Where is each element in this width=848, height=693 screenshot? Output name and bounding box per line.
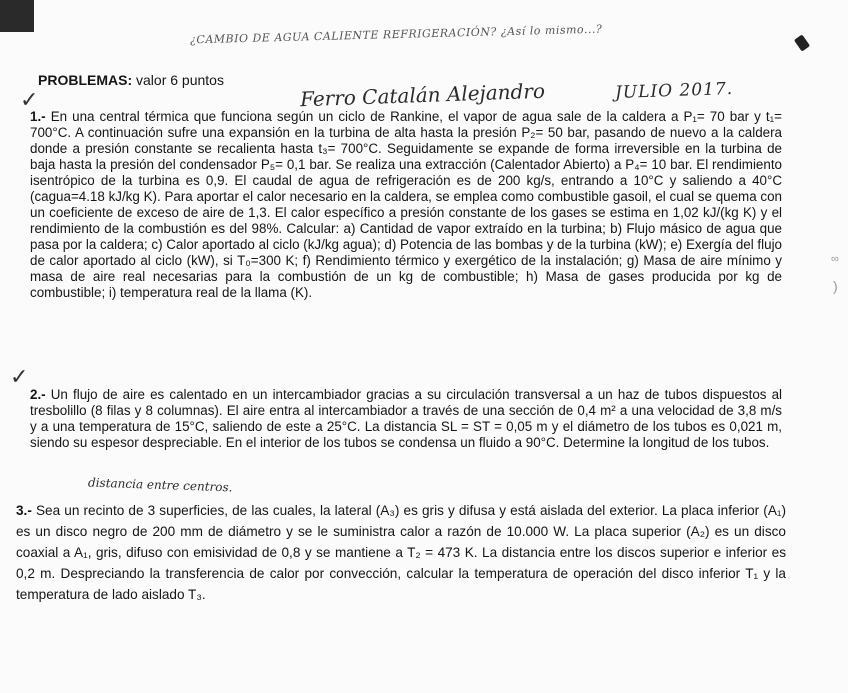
- problem-3: [16, 500, 786, 605]
- check-mark-icon: ✓: [10, 365, 29, 390]
- handwritten-date: JULIO 2017.: [614, 78, 734, 104]
- handwritten-problem2-note: distancia entre centros.: [87, 475, 233, 495]
- check-mark-icon: ✓: [20, 88, 39, 113]
- edge-mark: ): [833, 278, 838, 294]
- heading-subtitle: valor 6 puntos: [136, 72, 224, 88]
- handwritten-top-note: ¿CAMBIO DE AGUA CALIENTE REFRIGERACIÓN? ¿Así lo mismo...?: [189, 22, 603, 47]
- edge-mark: ∞: [831, 253, 839, 265]
- problems-heading: [38, 72, 224, 88]
- problem-number: 3.-: [16, 503, 32, 518]
- problem-text: Un flujo de aire es calentado en un intercambiador gracias a su circulación transversal a un haz de tubos dispuestos al tresbolillo (8 filas y 8 columnas). El aire entra al intercambiador a través de una sección de 0,4 m² a una velocidad de 3,8 m/s y a una temperatura de 15°C, saliendo de este a 25°C. La distancia SL = ST = 0,05 m y el diámetro de los tubos es 0,021 m, siendo su espesor despreciable. En el interior de los tubos se condensa un fluido a 90°C. Determine la longitud de los tubos.: [30, 387, 782, 450]
- heading-title: PROBLEMAS:: [38, 72, 133, 88]
- problem-number: 2.-: [30, 387, 46, 402]
- scan-corner-shadow: [0, 0, 34, 32]
- pen-mark-icon: [794, 34, 810, 51]
- problem-number: 1.-: [30, 109, 46, 124]
- problem-2: [30, 387, 782, 451]
- problem-1: [30, 109, 782, 301]
- handwritten-student-name: Ferro Catalán Alejandro: [299, 78, 546, 112]
- problem-text: En una central térmica que funciona según un ciclo de Rankine, el vapor de agua sale de la caldera a P₁= 70 bar y t₁= 700°C. A continuación sufre una expansión en la turbina de alta hasta la presión P₂= 50 bar, pasando de nuevo a la caldera donde a presión constante se recalienta hasta t₃= 700°C. Seguidamente se expande de forma irreversible en la turbina de baja hasta la presión del condensador P₅= 0,1 bar. Se realiza una extracción (Calentador Abierto) a P₄= 10 bar. El rendimiento isentrópico de la turbina es 0,9. El caudal de agua de refrigeración es de 200 kg/s, entrando a 10°C y saliendo a 40°C (cagua=4.18 kJ/kg K). Para aportar el calor necesario en la caldera, se emplea como combustible gasoil, el cual se quema con un coeficiente de exceso de aire de 1,3. El calor específico a presión constante de los gases se estima en 1,02 kJ/(kg K) y el rendimiento de la combustión es del 98%. Calcular: a) Cantidad de vapor extraído en la turbina; b) Flujo másico de agua que pasa por la caldera; c) Calor aportado al ciclo (kJ/kg agua); d) Potencia de las bombas y de la turbina (kW); e) Exergía del flujo de calor aportado al ciclo (kW), si T₀=300 K; f) Rendimiento térmico y exergético de la instalación; g) Masa de aire mínimo y masa de aire real necesarias para la combustión de un kg de combustible; h) Masa de gases producida por kg de combustible; i) temperatura real de la llama (K).: [30, 109, 782, 300]
- problem-text: Sea un recinto de 3 superficies, de las cuales, la lateral (A₃) es gris y difusa y está aislada del exterior. La placa inferior (A₁) es un disco negro de 200 mm de diámetro y se le suministra calor a razón de 10.000 W. La placa superior (A₂) es un disco coaxial a A₁, gris, difuso con emisividad de 0,8 y se mantiene a T₂ = 473 K. La distancia entre los discos superior e inferior es 0,2 m. Despreciando la transferencia de calor por convección, calcular la temperatura de operación del disco inferior T₁ y la temperatura de lado aislado T₃.: [16, 503, 786, 602]
